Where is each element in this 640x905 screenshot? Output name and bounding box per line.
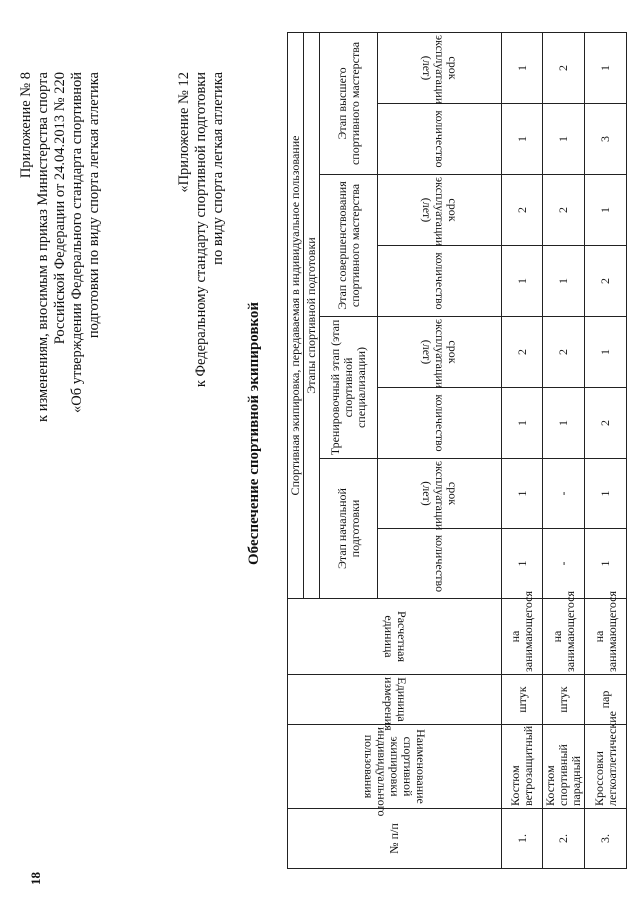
row-unit: пар	[585, 675, 627, 725]
cell-value: 1	[585, 32, 627, 103]
subheader-qty-text: количество	[433, 110, 447, 168]
header-name	[288, 725, 502, 817]
header-line: к изменениям, вносимым в приказ Министерства спорта	[35, 72, 51, 422]
row-name: Кроссовки легкоатлетические	[585, 725, 627, 809]
table-row	[543, 32, 585, 868]
row-unit: штук	[543, 675, 585, 725]
row-calc: на занимающегося	[543, 599, 585, 675]
appendix-line: «Приложение № 12	[176, 72, 192, 193]
header-unit	[288, 675, 502, 731]
cell-value: 1	[585, 317, 627, 388]
stage-initial: Этап начальной подготовки	[320, 459, 378, 599]
cell-value: 1	[543, 104, 585, 175]
cell-value: 1	[585, 459, 627, 529]
appendix-header	[176, 72, 227, 472]
cell-value: 1	[502, 388, 543, 459]
subheader-qty-text: количество	[433, 394, 447, 452]
page-number: 18	[28, 872, 43, 885]
subheader-qty	[378, 388, 502, 459]
row-num: 3.	[585, 809, 627, 869]
row-name: Костюм спортивный парадный	[543, 725, 585, 809]
header-num: № п/п	[288, 809, 502, 869]
subheader-qty	[378, 246, 502, 317]
subheader-term	[378, 32, 502, 103]
equipment-table	[287, 32, 627, 869]
cell-value: 1	[502, 32, 543, 103]
row-unit: штук	[502, 675, 543, 725]
header-stages: Этапы спортивной подготовки	[304, 32, 320, 598]
subheader-term	[378, 175, 502, 246]
row-calc: на занимающегося	[585, 599, 627, 675]
cell-value: -	[543, 459, 585, 529]
cell-value: 1	[543, 388, 585, 459]
subheader-qty-text: количество	[433, 252, 447, 310]
cell-value: 2	[543, 317, 585, 388]
cell-value: 1	[543, 246, 585, 317]
row-num: 1.	[502, 809, 543, 869]
cell-value: 1	[502, 459, 543, 529]
cell-value: 2	[585, 388, 627, 459]
row-name: Костюм ветрозащитный	[502, 725, 543, 809]
cell-value: 1	[502, 529, 543, 599]
appendix-line: к Федеральному стандарту спортивной подготовки	[193, 72, 209, 388]
header-calc-text: Расчетная единица	[381, 611, 409, 662]
header-line: Приложение № 8	[18, 72, 34, 179]
subheader-qty	[378, 529, 502, 599]
header-name-text: Наименование спортивной экипировки индивидуального пользования	[362, 727, 428, 817]
header-line: Российской Федерации от 24.04.2013 № 220	[52, 72, 68, 345]
stage-improvement: Этап совершенствования спортивного мастерства	[320, 175, 378, 317]
header-group: Спортивная экипировка, передаваемая в индивидуальное пользование	[288, 32, 304, 598]
document-title: Обеспечение спортивной экипировкой	[246, 301, 262, 565]
row-calc: на занимающегося	[502, 599, 543, 675]
subheader-term-text: срок эксплуатации (лет)	[420, 461, 460, 531]
table-row	[585, 32, 627, 868]
header-line: подготовки по виду спорта легкая атлетика	[86, 72, 102, 339]
stage-training: Тренировочный этап (этап спортивной специализации)	[320, 317, 378, 459]
row-num: 2.	[543, 809, 585, 869]
cell-value: -	[543, 529, 585, 599]
subheader-term-text: срок эксплуатации (лет)	[420, 34, 460, 105]
annex-header	[18, 72, 103, 532]
subheader-qty-text: количество	[433, 534, 447, 593]
cell-value: 2	[543, 175, 585, 246]
cell-value: 1	[502, 104, 543, 175]
header-calc	[288, 599, 502, 675]
header-unit-text: Единица измерения	[381, 677, 409, 731]
cell-value: 1	[502, 246, 543, 317]
table-row	[502, 32, 543, 868]
cell-value: 2	[502, 175, 543, 246]
subheader-term	[378, 459, 502, 529]
stage-higher-mastery: Этап высшего спортивного мастерства	[320, 32, 378, 174]
cell-value: 1	[585, 175, 627, 246]
subheader-term-text: срок эксплуатации (лет)	[420, 177, 460, 247]
cell-value: 2	[585, 246, 627, 317]
header-line: «Об утверждении Федерального стандарта спортивной	[69, 72, 85, 413]
subheader-term	[378, 317, 502, 388]
appendix-line: по виду спорта легкая атлетика	[210, 72, 226, 265]
cell-value: 2	[543, 32, 585, 103]
cell-value: 2	[502, 317, 543, 388]
subheader-term-text: срок эксплуатации (лет)	[420, 319, 460, 389]
subheader-qty	[378, 104, 502, 175]
cell-value: 3	[585, 104, 627, 175]
cell-value: 1	[585, 529, 627, 599]
